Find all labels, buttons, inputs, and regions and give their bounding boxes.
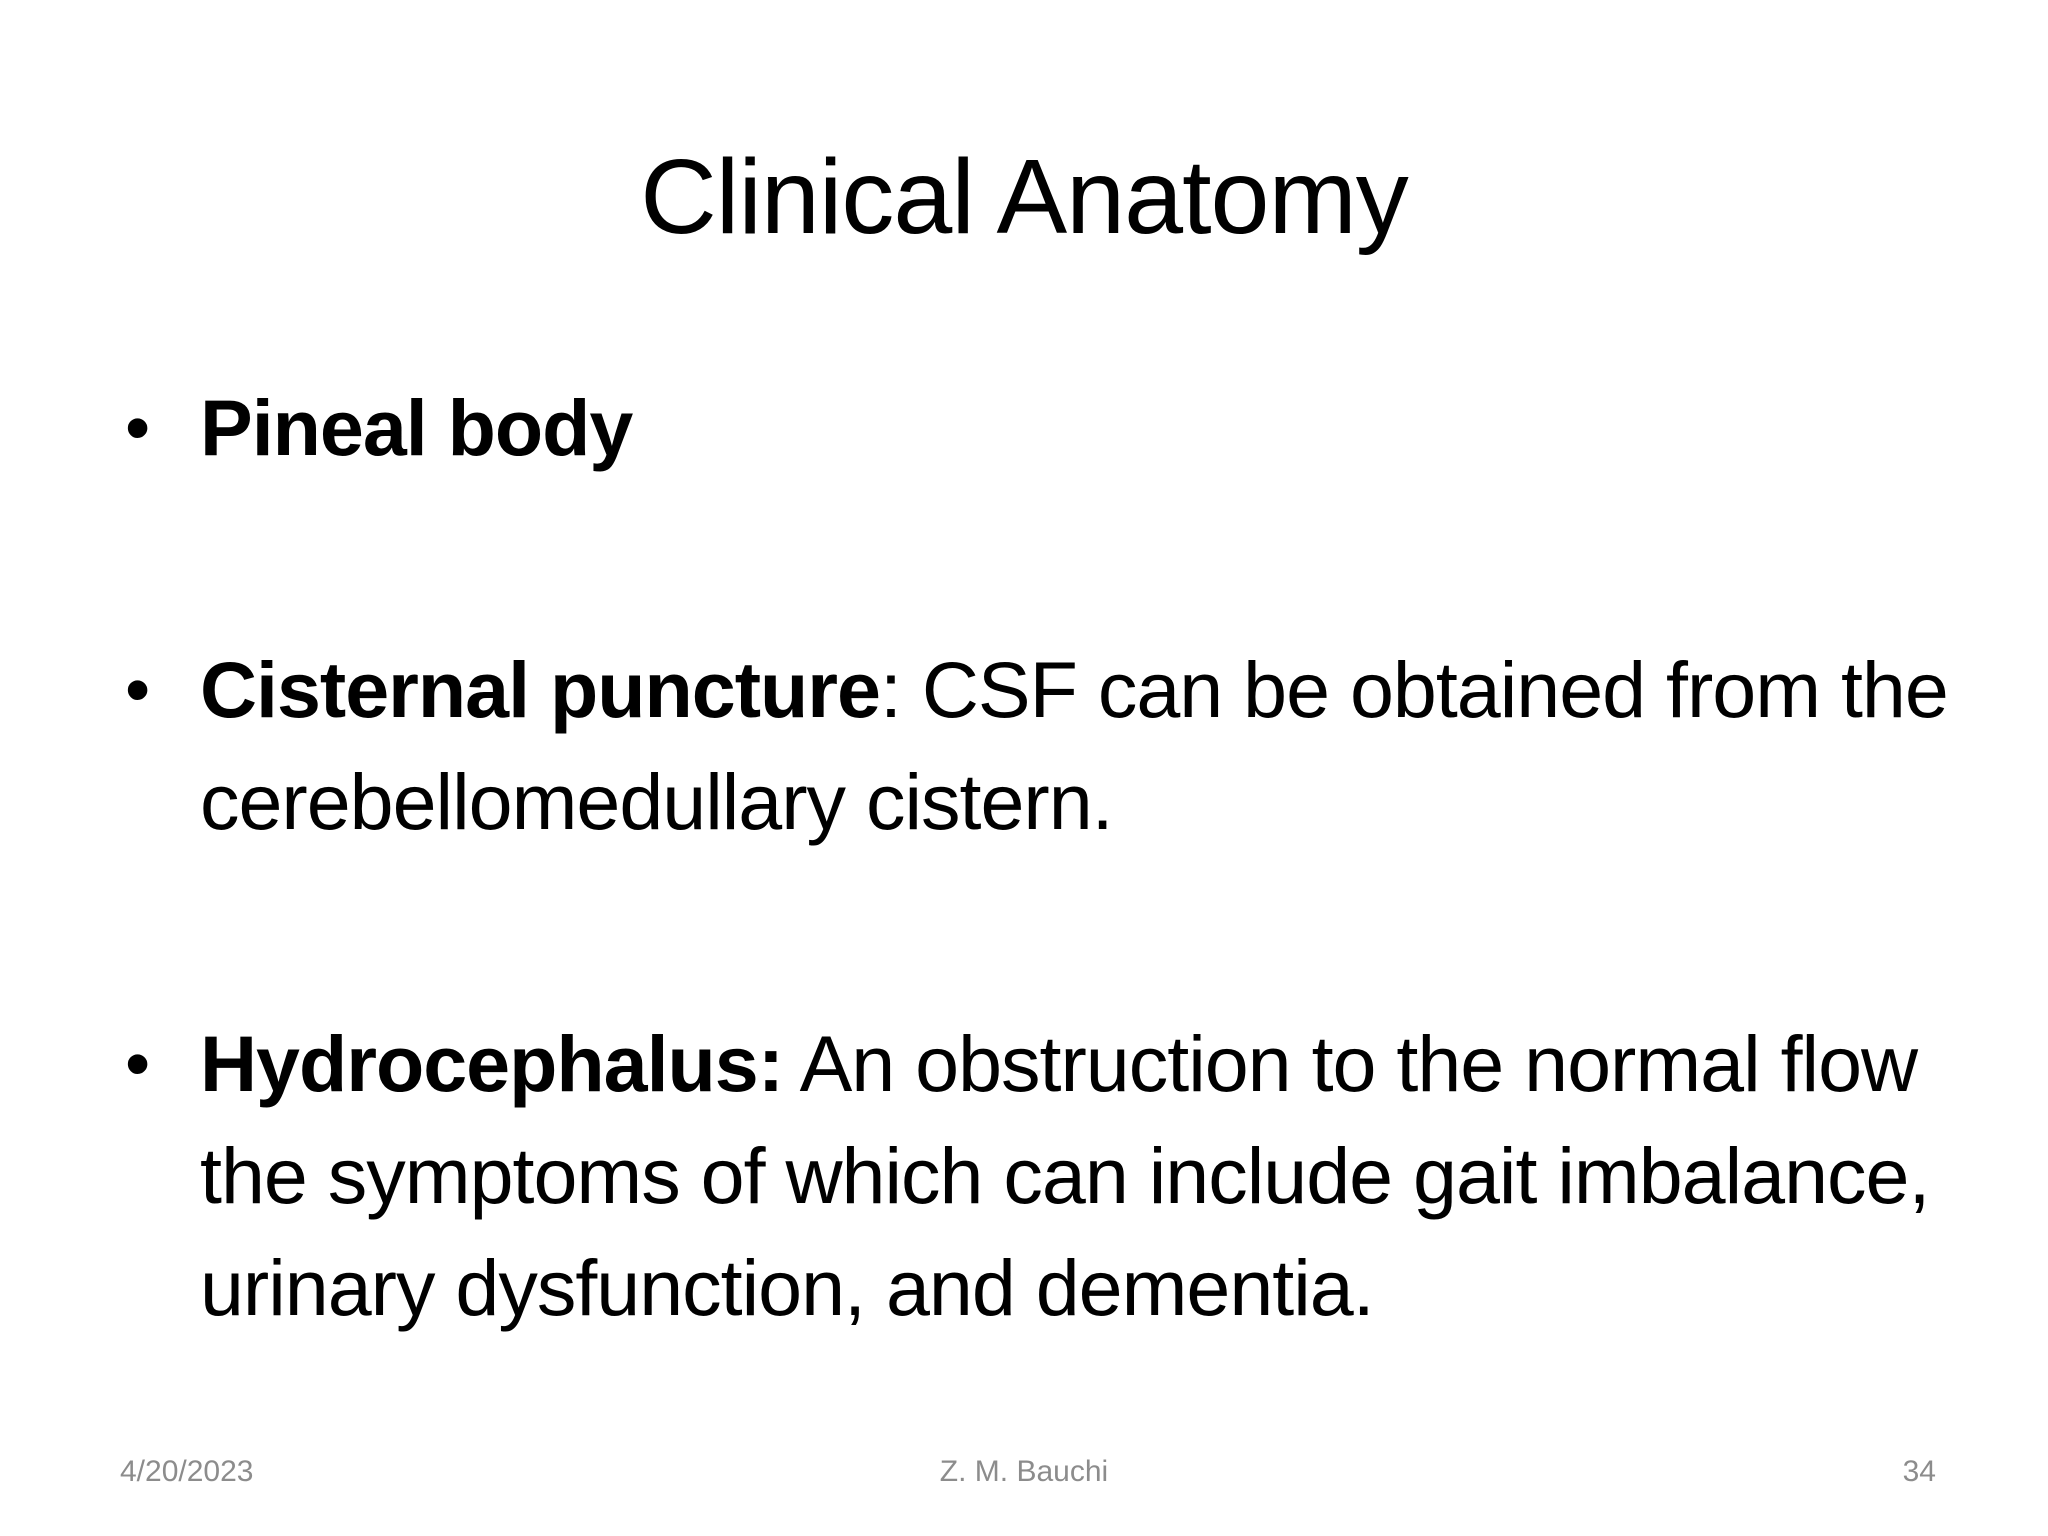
bullet-text: : CSF can be obtained from the cerebellomedullary cistern.	[200, 645, 1948, 846]
footer-author: Z. M. Bauchi	[939, 1455, 1109, 1488]
bullet-item-hydrocephalus	[125, 1008, 1960, 1344]
bullet-item-cisternal-puncture	[125, 634, 1960, 858]
bullet-item-pineal-body	[125, 372, 1960, 484]
bullet-label: Pineal body	[200, 383, 633, 472]
slide-title: Clinical Anatomy	[640, 138, 1408, 256]
bullet-icon: •	[125, 650, 150, 730]
bullet-text: An obstruction to the normal flow the symptoms of which can include gait imbalance, urinary dysfunction, and dementia.	[200, 1019, 1930, 1332]
footer-date: 4/20/2023	[120, 1455, 254, 1488]
bullet-label: Cisternal puncture	[200, 645, 880, 734]
bullet-icon: •	[125, 388, 150, 468]
bullet-icon: •	[125, 1024, 150, 1104]
page-number: 34	[1902, 1455, 1936, 1488]
bullet-label: Hydrocephalus:	[200, 1019, 784, 1108]
